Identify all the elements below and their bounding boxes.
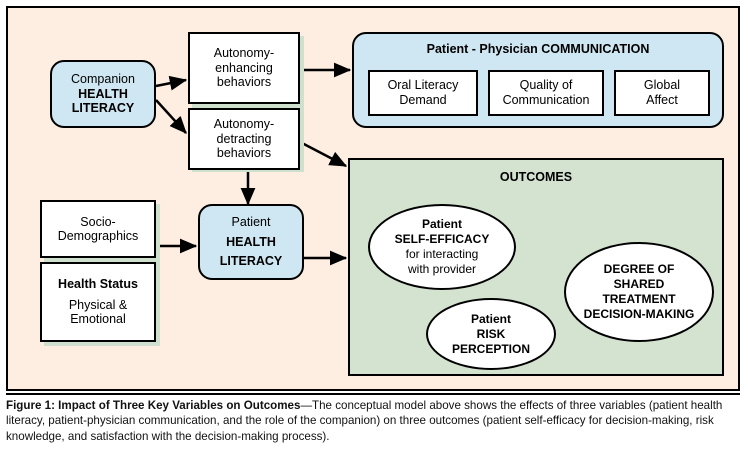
patient-health-literacy-line2: HEALTH xyxy=(226,234,276,249)
communication-box-quality-of-communication xyxy=(488,70,604,116)
shared-decision-line2: SHARED xyxy=(613,277,665,291)
autonomy-enhancing-line3: behaviors xyxy=(216,75,272,90)
socio-demographics-line2: Demographics xyxy=(57,229,139,243)
shared-decision-line4: DECISION-MAKING xyxy=(583,307,695,321)
self-efficacy-line3: for interacting xyxy=(405,247,479,261)
global-affect-line2: Affect xyxy=(646,93,678,107)
patient-health-literacy-line3: LITERACY xyxy=(219,254,283,269)
socio-demographics-line1: Socio- xyxy=(80,214,116,229)
autonomy-enhancing-line1: Autonomy- xyxy=(213,46,275,61)
node-socio-demographics xyxy=(40,200,156,258)
node-health-status xyxy=(40,262,156,342)
autonomy-enhancing-line2: enhancing xyxy=(215,60,273,75)
risk-perception-line3: PERCEPTION xyxy=(451,341,530,356)
self-efficacy-line1: Patient xyxy=(421,217,462,231)
self-efficacy-line2: SELF-EFFICACY xyxy=(394,232,490,246)
figure-caption xyxy=(6,398,740,444)
companion-line3: LITERACY xyxy=(71,101,135,116)
autonomy-detracting-line3: behaviors xyxy=(216,146,272,161)
companion-line1: Companion xyxy=(71,72,135,87)
quality-of-communication-line2: Communication xyxy=(502,93,590,107)
companion-line2: HEALTH xyxy=(78,86,128,101)
node-autonomy-enhancing xyxy=(188,32,300,104)
panel-outcomes xyxy=(348,158,724,376)
communication-box-global-affect xyxy=(614,70,710,116)
patient-health-literacy-line1: Patient xyxy=(231,215,271,230)
ellipse-patient-risk-perception xyxy=(426,298,556,370)
global-affect-line1: Global xyxy=(643,78,681,92)
node-companion-health-literacy xyxy=(50,60,156,128)
autonomy-detracting-line1: Autonomy- xyxy=(213,117,275,132)
risk-perception-line1: Patient xyxy=(470,311,511,326)
health-status-line3: Emotional xyxy=(70,312,126,327)
outcomes-panel-title: OUTCOMES xyxy=(499,170,573,184)
oral-literacy-demand-line1: Oral Literacy xyxy=(387,78,459,92)
health-status-line1: Health Status xyxy=(58,277,138,292)
communication-panel-title: Patient - Physician COMMUNICATION xyxy=(426,42,650,56)
autonomy-detracting-line2: detracting xyxy=(216,131,272,146)
risk-perception-line2: RISK xyxy=(476,326,506,341)
caption-text: —The conceptual model above shows the effects of three variables (patient health literacy, patient-physician communication, and the role of the companion) on three outcomes (patient self-efficacy for decision-making, risk knowledge, and satisfaction with the decision-making process). xyxy=(6,399,723,443)
shared-decision-line3: TREATMENT xyxy=(602,292,676,306)
node-autonomy-detracting xyxy=(188,108,300,170)
communication-box-oral-literacy-demand xyxy=(368,70,478,116)
oral-literacy-demand-line2: Demand xyxy=(399,93,447,107)
panel-communication xyxy=(352,32,724,128)
shared-decision-line1: DEGREE OF xyxy=(603,262,675,276)
ellipse-patient-self-efficacy xyxy=(368,204,516,290)
quality-of-communication-line1: Quality of xyxy=(519,78,573,92)
figure-canvas xyxy=(6,6,740,391)
self-efficacy-line4: with provider xyxy=(407,262,477,276)
health-status-line2: Physical & xyxy=(68,297,128,312)
caption-divider xyxy=(6,393,740,395)
caption-label: Figure 1: Impact of Three Key Variables on Outcomes xyxy=(6,399,301,412)
ellipse-degree-of-shared-decision-making xyxy=(564,242,714,342)
node-patient-health-literacy xyxy=(198,204,304,280)
